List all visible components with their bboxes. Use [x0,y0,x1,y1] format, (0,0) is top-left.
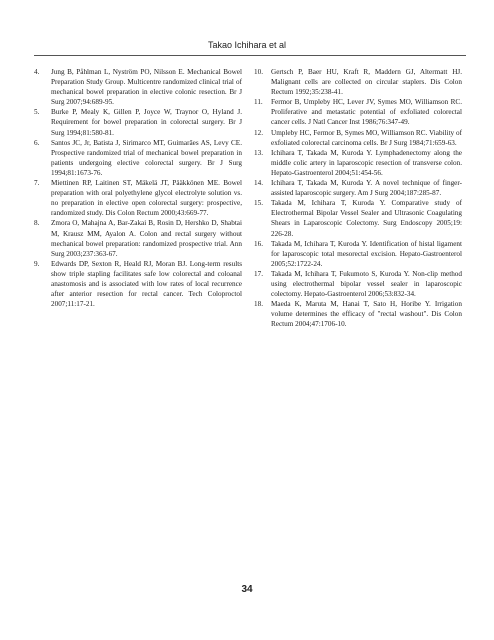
reference-number: 10. [254,68,263,76]
reference-item [254,148,462,178]
header-divider [34,55,466,56]
reference-number: 15. [254,199,263,208]
reference-text: Gertsch P, Baer HU, Kraft R, Maddern GJ, Altermatt HJ. Malignant cells are collected on circular staplers. Dis Colon Rectum 1992;35:238-41. [271,68,462,97]
reference-number: 7. [34,179,40,188]
reference-item [34,67,242,107]
reference-text: Zmora O, Mahajna A, Bar-Zakai B, Rosin D, Hershko D, Shabtai M, Krausz MM, Ayalon A. Colon and rectal surgery without mechanical bowel preparation: randomized prospective trial. Ann Surg 2003;237:363-67. [51,219,242,258]
reference-item [34,259,242,309]
reference-text: Maeda K, Maruta M, Hanai T, Sato H, Horibe Y. Irrigation volume determines the efficacy of "rectal washout". Dis Colon Rectum 2004;47:1706-10. [271,300,462,329]
reference-text: Umpleby HC, Fermor B, Symes MO, Williamson RC. Viability of exfoliated colorectal carcinoma cells. Br J Surg 1984;71:659-63. [271,128,462,147]
running-header: Takao Ichihara et al [207,40,287,50]
reference-number: 14. [254,179,263,188]
reference-number: 13. [254,148,263,157]
reference-item [34,138,242,178]
references-left-column [34,67,242,309]
reference-text: Jung B, Påhlman L, Nyström PO, Nilsson E. Mechanical Bowel Preparation Study Group. Multicentre randomized clinical trial of mechanical bowel preparation in elective colonic resection. Br J Surg 2007;94:689-95. [51,68,242,107]
reference-text: Ichihara T, Takada M, Kuroda Y. A novel technique of finger-assisted laparoscopic surgery. Am J Surg 2004;187:285-87. [271,179,462,198]
reference-text: Miettinen RP, Laitinen ST, Mäkelä JT, Pääkkönen ME. Bowel preparation with oral polyethylene glycol electrolyte solution vs. no preparation in elective open colorectal surgery: prospective, randomized study. Dis Colon Rectum 2000;43:669-77. [51,179,242,218]
reference-number: 6. [34,138,40,147]
reference-item [254,178,462,198]
reference-text: Takada M, Ichihara T, Kuroda Y. Comparative study of Electrothermal Bipolar Vessel Sealer and Ultrasonic Coagulating Shears in Laparoscopic Colectomy. Surg Endoscopy 2005;19: 226-28. [271,199,462,238]
reference-item [34,107,242,137]
reference-number: 18. [254,300,263,309]
reference-number: 17. [254,269,263,278]
reference-number: 12. [254,128,263,137]
reference-item [34,178,242,218]
reference-number: 11. [254,98,263,107]
reference-item [34,218,242,258]
reference-item [254,239,462,269]
page-number: 34 [241,584,253,595]
reference-text: Fermor B, Umpleby HC, Lever JV, Symes MO, Williamson RC. Proliferative and metastatic potential of exfoliated colorectal cancer cells. J Natl Cancer Inst 1986;76:347-49. [271,98,462,127]
reference-number: 5. [34,108,40,117]
reference-text: Burke P, Mealy K, Gillen P, Joyce W, Traynor O, Hyland J. Requirement for bowel preparation in colorectal surgery. Br J Surg 1994;81:580-81. [51,108,242,137]
reference-text: Edwards DP, Sexton R, Heald RJ, Moran BJ. Long-term results show triple stapling facilitates safe low colorectal and coloanal anastomosis and is associated with low rates of local recurrence after anterior resection for rectal cancer. Tech Coloproctol 2007;11:17-21. [51,259,242,309]
reference-item [254,67,462,97]
reference-number: 4. [34,68,40,76]
reference-number: 9. [34,259,40,268]
reference-item [254,198,462,238]
reference-item [254,97,462,127]
reference-number: 8. [34,219,40,228]
reference-item [254,299,462,329]
reference-item [254,128,462,148]
reference-text: Takada M, Ichihara T, Fukumoto S, Kuroda Y. Non-clip method using electrothermal bipolar vessel sealer in laparoscopic colectomy. Hepato-Gastroenterol 2006;53:832-34. [271,269,462,299]
reference-item [254,269,462,299]
reference-text: Takada M, Ichihara T, Kuroda Y. Identification of histal ligament for laparoscopic total mesorectal excision. Hepato-Gastroenterol 2005;52:1722-24. [271,239,462,268]
reference-text: Ichihara T, Takada M, Kuroda Y. Lymphadenectomy along the middle colic artery in laparoscopic resection of transverse colon. Hepato-Gastroenterol 2004;51:454-56. [271,148,462,177]
reference-number: 16. [254,239,263,248]
references-right-column [254,67,462,329]
reference-text: Santos JC, Jr, Batista J, Sirimarco MT, Guimarães AS, Levy CE. Prospective randomized trial of mechanical bowel preparation in patients undergoing elective colorectal surgery. Br J Surg 1994;81:1673-76. [51,138,242,177]
